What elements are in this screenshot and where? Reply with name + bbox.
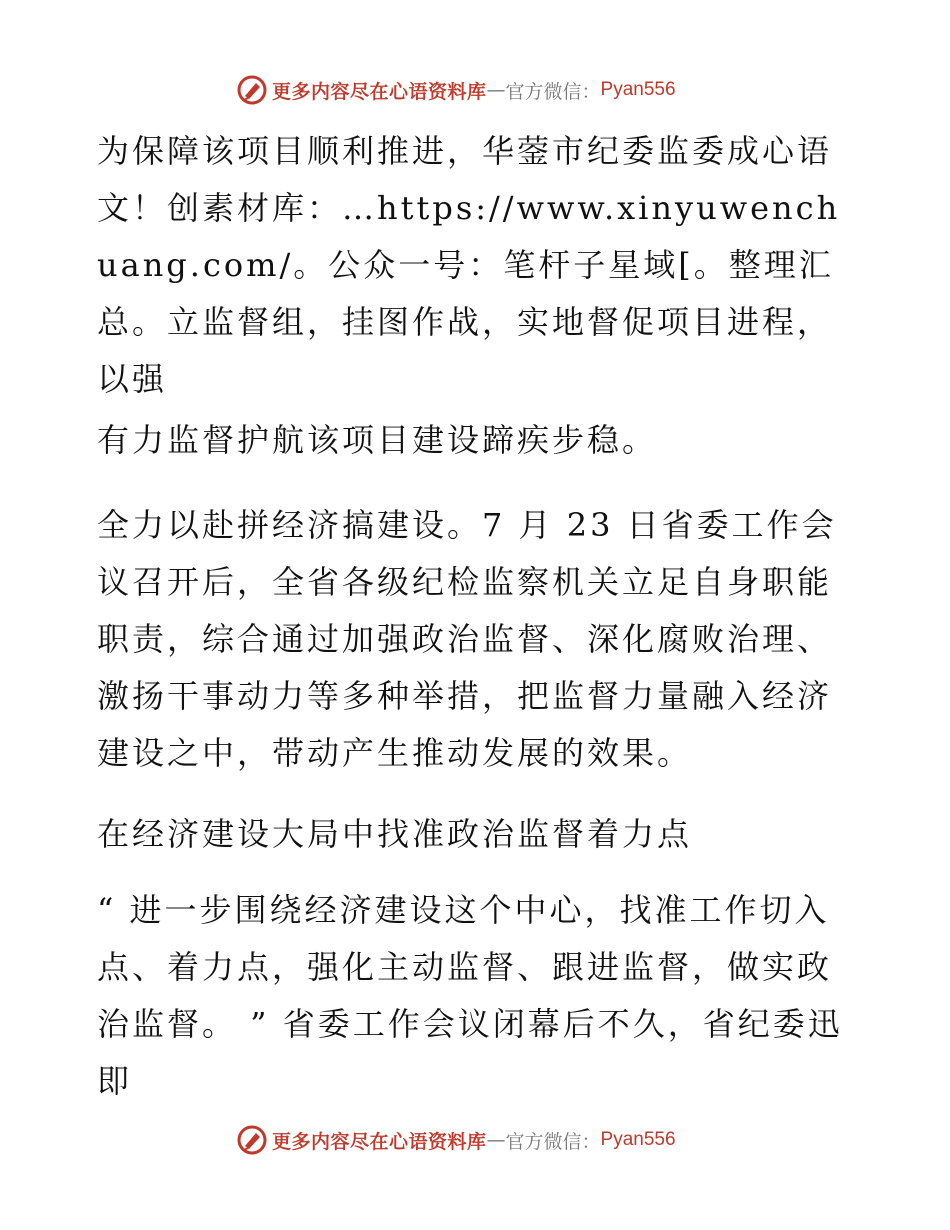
banner-wechat-id: Pyan556 [600, 1129, 676, 1150]
header-banner [236, 72, 716, 108]
banner-separator: — [486, 79, 506, 101]
banner-main-text: 更多内容尽在心语资料库 [272, 1130, 487, 1153]
paragraph-3: 全力以赴拼经济搞建设。7 月 23 日省委工作会议召开后，全省各级纪检监察机关立足自身职能职责，综合通过加强政治监督、深化腐败治理、激扬干事动力等多种举措，把监督力量融入经济建设之中，带动产生推动发展的效果。 [97, 506, 837, 772]
paragraph-1: 为保障该项目顺利推进，华蓥市纪委监委成心语文！创素材库：…https://www.xinyuwenchuang.com/。公众一号：笔杆子星域[。整理汇总。立监督组，挂图作战，实地督促项目进程，以强 [97, 132, 841, 398]
paragraph-4: 在经济建设大局中找准政治监督着力点 [97, 815, 693, 853]
paragraph-5: “ 进一步围绕经济建设这个中心，找准工作切入点、着力点，强化主动监督、跟进监督，做实政治监督。 ” 省委工作会议闭幕后不久，省纪委迅即 [97, 891, 843, 1100]
banner-wechat-label: 官方微信： [505, 80, 601, 103]
banner-wechat-id: Pyan556 [600, 79, 676, 100]
banner-wechat-label: 官方微信： [505, 1130, 601, 1153]
paragraph-2: 有力监督护航该项目建设蹄疾步稳。 [97, 421, 658, 459]
banner-main-text: 更多内容尽在心语资料库 [272, 80, 487, 103]
footer-banner [236, 1122, 716, 1158]
banner-separator: — [486, 1129, 506, 1151]
logo-icon [236, 74, 268, 106]
logo-icon [236, 1124, 268, 1156]
